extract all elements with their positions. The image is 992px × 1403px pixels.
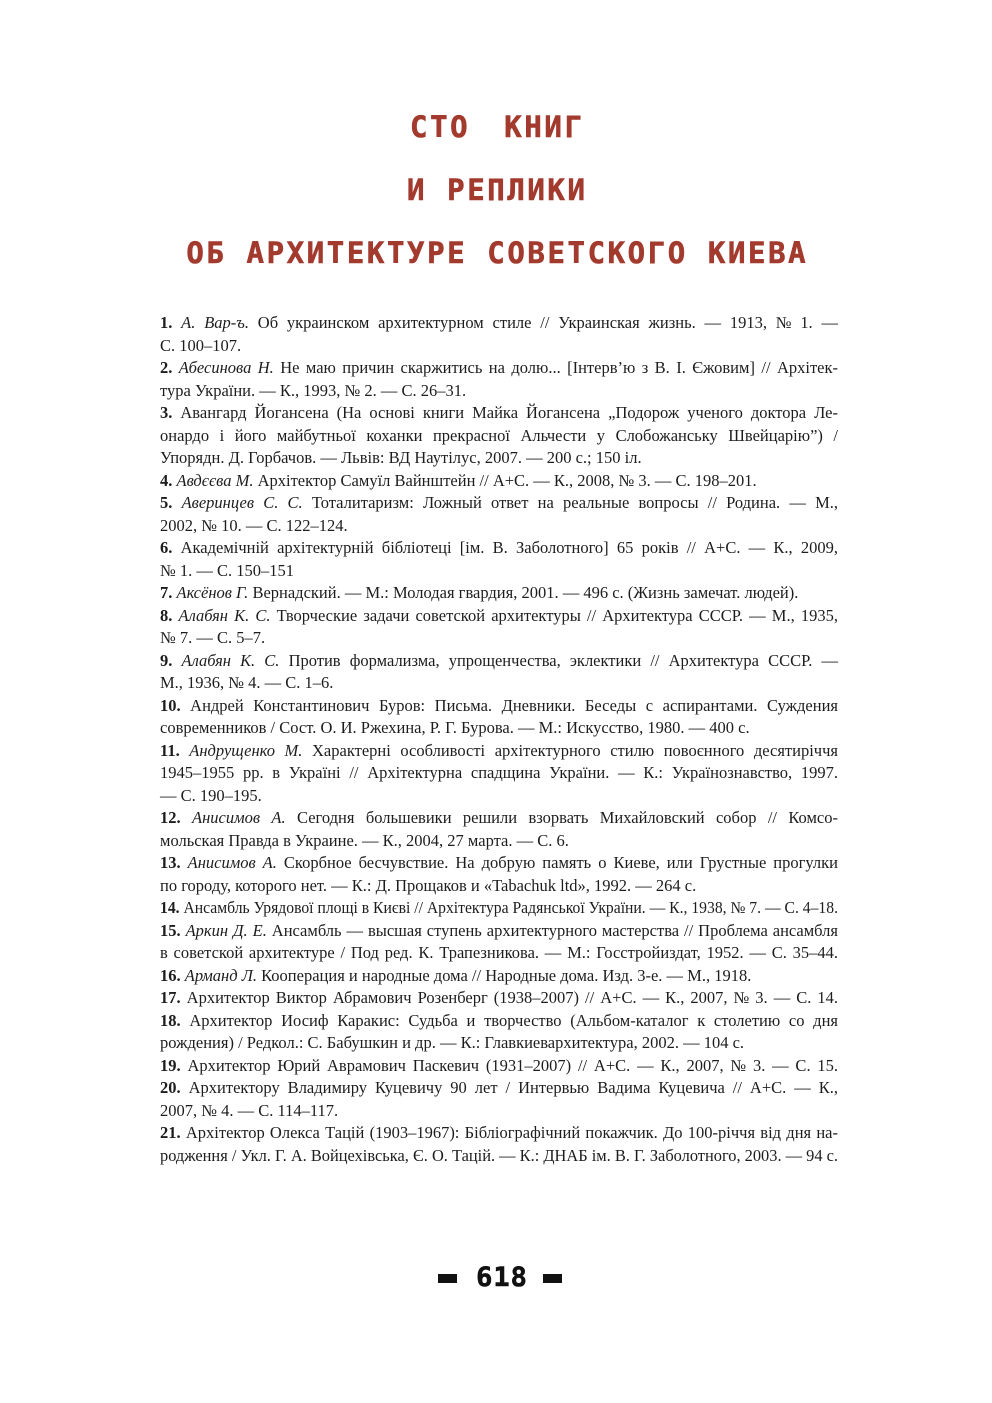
bibliography-entry (160, 312, 838, 357)
entry-text: родження / Укл. Г. А. Войцехівська, Є. О. Тацій. — К.: ДНАБ ім. В. Г. Заболотного, 2003. — 94 с. (160, 1145, 838, 1165)
entry-line-text (160, 537, 838, 560)
entry-line (160, 762, 838, 785)
entry-text: Ансамбль — высшая ступень архитектурного мастерства // Проблема ансамбля (271, 920, 838, 940)
entry-text: тура України. — К., 1993, № 2. — С. 26–31. (160, 380, 467, 400)
entry-text: современников / Сост. О. И. Ржехина, Р. Г. Бурова. — М.: Искусство, 1980. — 400 с. (160, 718, 750, 737)
entry-text: № 1. — С. 150–151 (160, 560, 294, 580)
entry-text: Ансамбль Урядової площі в Києві // Архітектура Радянської України. — К., 1938, № 7. — С. 4–18. (183, 898, 838, 917)
bibliography-entry (160, 987, 838, 1010)
entry-author: Арманд Л. (184, 965, 257, 985)
entry-number: 11. (160, 740, 180, 760)
entry-number: 5. (160, 493, 173, 512)
entry-line-text (160, 897, 838, 920)
title-line-2: И РЕПЛИКИ (407, 173, 588, 207)
entry-author: Андрущенко М. (189, 740, 303, 760)
entry-line-text (160, 740, 838, 763)
bibliography-entry (160, 402, 838, 470)
entry-line-text (160, 1032, 744, 1055)
entry-line-text (160, 852, 838, 875)
bibliography-entry (160, 470, 838, 493)
bibliography-list (160, 312, 838, 1167)
entry-number: 6. (160, 538, 173, 557)
entry-number: 8. (160, 605, 173, 625)
entry-text: Андрей Константинович Буров: Письма. Дневники. Беседы с аспирантами. Суждения (190, 695, 838, 715)
entry-line (160, 560, 838, 583)
entry-line (160, 1055, 838, 1078)
entry-number: 16. (160, 965, 181, 985)
bibliography-entry (160, 605, 838, 650)
entry-line (160, 785, 838, 808)
entry-text: Архітектор Самуїл Вайнштейн // А+С. — К., 2008, № 3. — С. 198–201. (257, 470, 757, 490)
entry-line (160, 380, 838, 403)
entry-line-text (160, 942, 838, 965)
entry-line (160, 987, 838, 1010)
entry-line-text (160, 1122, 838, 1145)
entry-author: Анисимов А. (187, 853, 277, 872)
entry-line-text (160, 380, 466, 403)
entry-text: Творческие задачи советской архитектуры // Архитектура СССР. — М., 1935, (276, 605, 838, 625)
entry-line-text (160, 1010, 838, 1033)
entry-line (160, 717, 838, 740)
entry-line (160, 1010, 838, 1033)
entry-text: по городу, которого нет. — К.: Д. Прощаков и «Tabachuk ltd», 1992. — 264 с. (160, 875, 697, 895)
entry-number: 18. (160, 1010, 181, 1030)
bibliography-entry (160, 965, 838, 988)
entry-text: Кооперация и народные дома // Народные дома. Изд. 3-е. — М., 1918. (261, 965, 752, 985)
entry-line (160, 942, 838, 965)
bibliography-entry (160, 740, 838, 808)
bibliography-entry (160, 695, 838, 740)
entry-line (160, 627, 838, 650)
entry-line-text (160, 605, 838, 628)
entry-line-text (160, 650, 838, 673)
entry-text: М., 1936, № 4. — С. 1–6. (160, 673, 334, 692)
entry-line-text (160, 1145, 838, 1168)
entry-line (160, 515, 838, 538)
entry-line-text (160, 447, 642, 470)
entry-text: Архитектору Владимиру Куцевичу 90 лет / Интервью Вадима Куцевича // А+С. — К., (188, 1078, 839, 1097)
entry-line-text (160, 987, 838, 1010)
bibliography-entry (160, 1010, 838, 1055)
entry-author: Алабян К. С. (178, 605, 271, 625)
entry-line-text (160, 402, 838, 425)
entry-line (160, 830, 838, 853)
bibliography-entry (160, 1055, 838, 1078)
entry-line (160, 1032, 838, 1055)
entry-line (160, 447, 838, 470)
entry-author: Аксёнов Г. (176, 583, 249, 602)
entry-text: в советской архитектуре / Под ред. К. Трапезникова. — М.: Госстройиздат, 1952. — С. 35–44. (160, 943, 838, 962)
bibliography-entry (160, 582, 838, 605)
entry-line (160, 965, 838, 988)
entry-text: № 7. — С. 5–7. (160, 628, 266, 647)
entry-number: 14. (160, 898, 180, 917)
bibliography-entry (160, 1077, 838, 1122)
bibliography-entry (160, 897, 838, 920)
bibliography-entry (160, 1122, 838, 1167)
entry-text: рождения) / Редкол.: С. Бабушкин и др. — К.: Главкиевархитектура, 2002. — 104 с. (160, 1033, 745, 1052)
entry-author: Аверинцев С. С. (181, 493, 303, 512)
entry-number: 7. (160, 583, 173, 602)
entry-line (160, 852, 838, 875)
entry-line (160, 335, 838, 358)
entry-line (160, 672, 838, 695)
entry-text: Архитектор Юрий Аврамович Паскевич (1931–2007) // А+С. — К., 2007, № 3. — С. 15. (187, 1055, 838, 1075)
entry-number: 12. (160, 808, 181, 827)
entry-line (160, 402, 838, 425)
entry-number: 17. (160, 988, 181, 1007)
entry-line-text (160, 830, 569, 853)
entry-line (160, 425, 838, 448)
bibliography-entry (160, 357, 838, 402)
entry-line (160, 537, 838, 560)
entry-line (160, 695, 838, 718)
decorative-bar-right (543, 1274, 562, 1283)
entry-line (160, 1100, 838, 1123)
entry-text: Сегодня большевики решили взорвать Михайловский собор // Комсо- (296, 808, 838, 827)
entry-line (160, 740, 838, 763)
entry-number: 4. (160, 470, 173, 490)
entry-text: Упорядн. Д. Горбачов. — Львів: ВД Наутілус, 2007. — 200 с.; 150 іл. (160, 448, 642, 467)
entry-line-text (160, 515, 348, 538)
entry-author: Алабян К. С. (181, 650, 280, 670)
bibliography-entry (160, 492, 838, 537)
entry-number: 15. (160, 920, 181, 940)
entry-line (160, 312, 838, 335)
entry-line-text (160, 627, 265, 650)
entry-line (160, 807, 838, 830)
entry-text: Архитектор Виктор Абрамович Розенберг (1938–2007) // А+С. — К., 2007, № 3. — С. 14. (186, 988, 838, 1007)
entry-text: мольская Правда в Украине. — К., 2004, 27 марта. — С. 6. (160, 830, 569, 850)
entry-line (160, 492, 838, 515)
entry-line-text (160, 965, 751, 988)
entry-number: 2. (160, 358, 173, 377)
title-line-1: СТО КНИГ (410, 110, 585, 144)
entry-text: 1945–1955 рр. в Україні // Архітектурна спадщина України. — К.: Українознавство, 1997. (160, 763, 838, 782)
entry-line-text (160, 1055, 838, 1078)
entry-line (160, 920, 838, 943)
entry-number: 21. (160, 1123, 181, 1142)
entry-line-text (160, 335, 241, 358)
entry-author: А. Вар-ъ. (181, 313, 249, 332)
entry-author: Авдєєва М. (176, 470, 254, 490)
entry-line (160, 875, 838, 898)
bibliography-entry (160, 852, 838, 897)
bibliography-entry (160, 537, 838, 582)
entry-line (160, 470, 838, 493)
entry-text: Не маю причин скаржитись на долю... [Інтерв’ю з В. І. Єжовим] // Архітек- (280, 358, 838, 377)
entry-line-text (160, 425, 838, 448)
entry-line-text (160, 920, 838, 943)
title-line-3: ОБ АРХИТЕКТУРЕ СОВЕТСКОГО КИЕВА (186, 236, 809, 270)
entry-text: 2002, № 10. — С. 122–124. (160, 515, 348, 535)
entry-number: 3. (160, 403, 173, 422)
entry-number: 19. (160, 1055, 181, 1075)
entry-text: 2007, № 4. — С. 114–117. (160, 1100, 339, 1120)
entry-line-text (160, 875, 696, 898)
entry-text: — С. 190–195. (160, 785, 262, 805)
entry-line (160, 605, 838, 628)
entry-line (160, 1122, 838, 1145)
entry-line-text (160, 807, 838, 830)
entry-number: 20. (160, 1078, 181, 1097)
entry-line (160, 650, 838, 673)
entry-text: Вернадский. — М.: Молодая гвардия, 2001. — 496 с. (Жизнь замечат. людей). (252, 583, 799, 602)
page-title (0, 96, 992, 285)
entry-line-text (160, 470, 757, 493)
decorative-bar-left (438, 1274, 457, 1283)
entry-text: Против формализма, упрощенчества, эклектики // Архитектура СССР. — (288, 650, 838, 670)
entry-text: С. 100–107. (160, 335, 242, 355)
page-number-footer (4, 1263, 992, 1293)
entry-line (160, 357, 838, 380)
entry-line (160, 582, 838, 605)
entry-line-text (160, 762, 838, 785)
entry-author: Анисимов А. (192, 808, 286, 827)
entry-text: Авангард Йогансена (На основі книги Майка Йогансена „Подорож ученого доктора Ле- (180, 403, 838, 422)
entry-line-text (160, 1100, 338, 1123)
entry-text: Архитектор Иосиф Каракис: Судьба и творчество (Альбом-каталог к столетию со дня (189, 1010, 838, 1030)
entry-line-text (160, 695, 838, 718)
entry-line-text (160, 492, 838, 515)
entry-text: Об украинском архитектурном стиле // Украинская жизнь. — 1913, № 1. — (257, 313, 838, 332)
entry-line-text (160, 672, 333, 695)
entry-text: Тоталитаризм: Ложный ответ на реальные вопросы // Родина. — М., (311, 493, 839, 512)
entry-text: онардо і його майбутньої коханки прекрасної Альчести у Слобожанську Швейцарію”) / (160, 425, 838, 445)
page-number: 618 (476, 1262, 528, 1293)
entry-line-text (160, 582, 798, 605)
entry-text: Скорбное бесчувствие. На добрую память о Киеве, или Грустные прогулки (283, 853, 838, 872)
entry-line (160, 1145, 838, 1168)
entry-number: 1. (160, 313, 173, 332)
entry-text: Характерні особливості архітектурного стилю повоєнного десятиріччя (312, 740, 839, 760)
entry-author: Абесинова Н. (178, 358, 274, 377)
entry-text: Академічній архітектурній бібліотеці [ім. В. Заболотного] 65 років // А+С. — К., 2009, (180, 538, 838, 557)
entry-number: 10. (160, 695, 181, 715)
entry-line-text (160, 717, 750, 740)
entry-text: Архітектор Олекса Тацій (1903–1967): Бібліографічний покажчик. До 100-річчя від дня на- (185, 1123, 839, 1142)
entry-line-text (160, 1077, 838, 1100)
entry-number: 13. (160, 853, 181, 872)
entry-line-text (160, 312, 838, 335)
entry-number: 9. (160, 650, 173, 670)
entry-line-text (160, 357, 838, 380)
entry-line-text (160, 560, 294, 583)
entry-line-text (160, 785, 262, 808)
entry-line (160, 1077, 838, 1100)
bibliography-entry (160, 920, 838, 965)
entry-line (160, 897, 838, 920)
bibliography-entry (160, 807, 838, 852)
entry-author: Аркин Д. Е. (185, 920, 267, 940)
bibliography-entry (160, 650, 838, 695)
